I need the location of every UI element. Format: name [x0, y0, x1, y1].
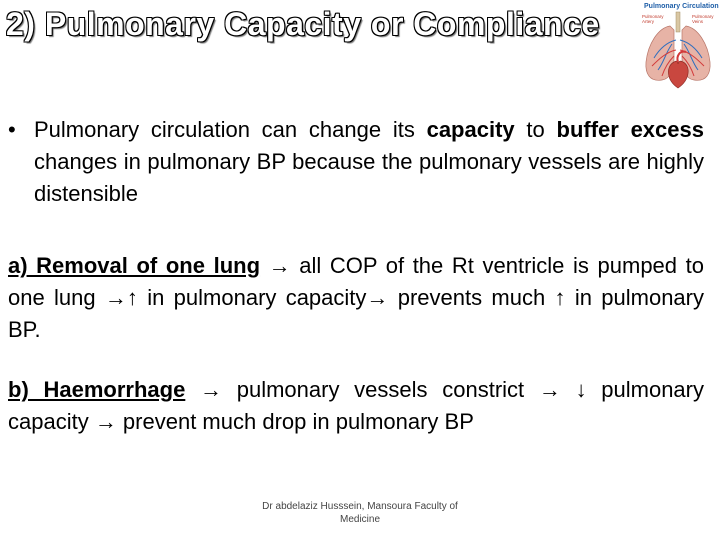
paragraph-a-text: → all COP of the Rt ventricle is pumped to one lung →↑ in pulmonary capacity→ prevents much ↑ in pulmonary BP. — [8, 253, 704, 342]
bullet-mark: • — [8, 117, 16, 142]
bullet-keyword-capacity: capacity — [426, 117, 515, 142]
paragraph-b-heading: b) Haemorrhage — [8, 377, 186, 402]
paragraph-b-text: → pulmonary vessels constrict → ↓ pulmonary capacity → prevent much drop in pulmonary BP — [8, 377, 704, 434]
footer-credit: Dr abdelaziz Husssein, Mansoura Faculty of Medicine — [262, 501, 458, 525]
heart-shape — [668, 61, 688, 88]
paragraph-haemorrhage — [8, 374, 704, 438]
bullet-text-part2: to — [526, 117, 545, 142]
diagram-title: Pulmonary Circulation — [644, 3, 719, 10]
pulmonary-circulation-diagram — [636, 0, 720, 96]
paragraph-removal-of-lung — [8, 250, 704, 346]
bullet-keyword-buffer-excess: buffer excess — [556, 117, 704, 142]
bullet-text-part1: Pulmonary circulation can change its — [34, 117, 415, 142]
bullet-text — [34, 114, 704, 210]
lungs-heart-illustration — [636, 0, 720, 96]
slide-title: 2) Pulmonary Capacity or Compliance — [6, 6, 600, 42]
trachea-shape — [676, 12, 680, 32]
diagram-label-artery: Pulmonary Artery — [642, 14, 664, 24]
diagram-label-veins: Pulmonary Veins — [692, 14, 714, 24]
bullet-paragraph — [8, 114, 704, 210]
bullet-text-part3: changes in pulmonary BP because the pulmonary vessels are highly distensible — [34, 149, 704, 206]
paragraph-a-heading: a) Removal of one lung — [8, 253, 261, 278]
